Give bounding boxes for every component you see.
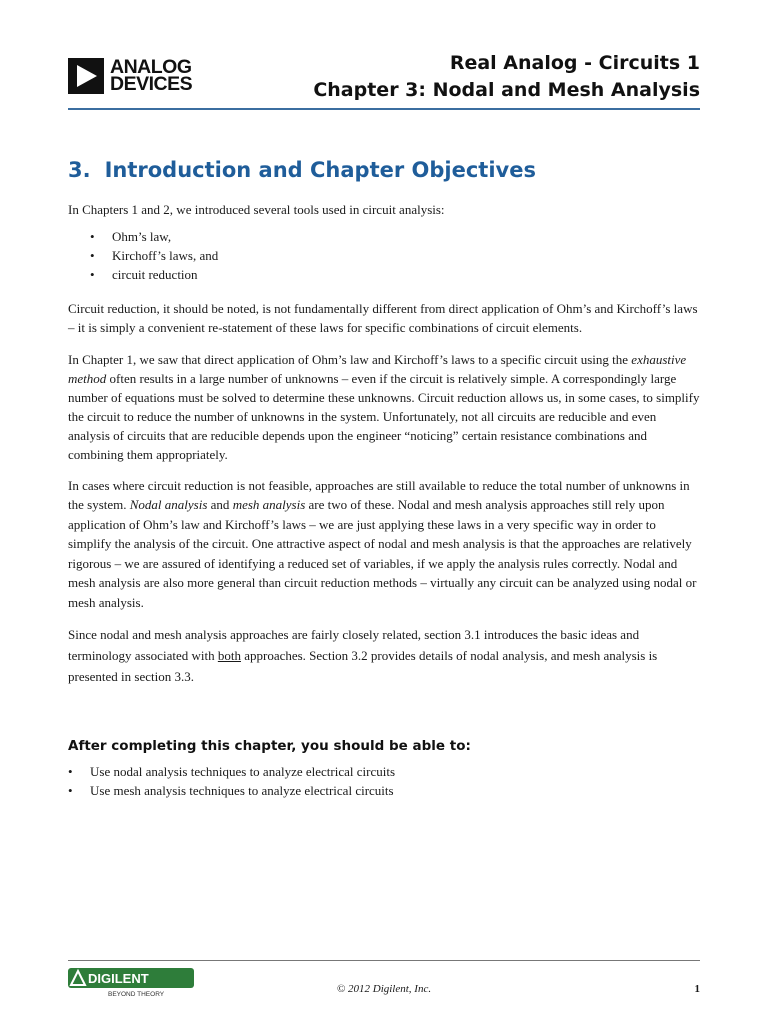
- tools-list: [90, 227, 700, 284]
- list-item: • circuit reduction: [90, 265, 700, 284]
- underline-both: both: [217, 647, 241, 663]
- page-header: [68, 44, 700, 110]
- page-number: 1: [694, 983, 700, 995]
- header-divider: [68, 108, 700, 110]
- chapter-title: Chapter 3: Nodal and Mesh Analysis: [313, 79, 700, 101]
- intro-paragraph: In Chapters 1 and 2, we introduced several tools used in circuit analysis:: [68, 202, 445, 217]
- paragraph-circuit-reduction: Circuit reduction, it should be noted, is not fundamentally different from direct application of Ohm’s and Kirchoff’s laws – it is simply a convenient re-statement of these laws for specific combinations of circuit elements.: [68, 300, 698, 335]
- paragraph-exhaustive-method: In Chapter 1, we saw that direct application of Ohm’s law and Kirchoff’s laws to a specific circuit using the exhaustive method often results in a large number of unknowns – even if the circuit is relatively simple. A correspondingly large number of equations must be solved to determine these unknowns. Circuit reduction allows us, in some cases, to simplify the circuit to reduce the number of unknowns in the system. Unfortunately, not all circuits are reducible and even analysis of circuits that are reducible depends upon the engineer “noticing” certain resistance combinations and combining them appropriately.: [68, 351, 700, 462]
- list-item: • Kirchoff’s laws, and: [90, 246, 700, 265]
- emphasis-mesh-analysis: mesh analysis: [232, 497, 306, 513]
- list-item: • Use nodal analysis techniques to analyze electrical circuits: [68, 762, 700, 781]
- copyright: © 2012 Digilent, Inc.: [336, 983, 432, 995]
- objectives-heading: After completing this chapter, you should be able to:: [68, 737, 471, 754]
- document-title: Real Analog - Circuits 1: [449, 52, 700, 74]
- list-item: • Use mesh analysis techniques to analyze electrical circuits: [68, 781, 700, 800]
- logo-line-1: ANALOG: [110, 56, 192, 78]
- section-number: 3.: [68, 158, 91, 182]
- paragraph-sections-overview: Since nodal and mesh analysis approaches are fairly closely related, section 3.1 introduces the basic ideas and terminology associated with both approaches. Section 3.2 provides details of nodal analysis, and mesh analysis is presented in section 3.3.: [68, 626, 658, 684]
- digilent-tagline: BEYOND THEORY: [108, 991, 165, 998]
- analog-devices-triangle-icon: [68, 58, 104, 94]
- section-title: Introduction and Chapter Objectives: [104, 158, 536, 182]
- footer-divider: [68, 960, 700, 961]
- list-item: • Ohm’s law,: [90, 227, 700, 246]
- paragraph-nodal-mesh: In cases where circuit reduction is not feasible, approaches are still available to reduce the total number of unknowns in the system. Nodal analysis and mesh analysis are two of these. Nodal and mesh analysis approaches still rely upon application of Ohm’s law and Kirchoff’s laws – we are just applying these laws in a very specific way in order to simplify the analysis of the circuit. One attractive aspect of nodal and mesh analysis is that the approaches are relatively rigorous – we are assured of identifying a reduced set of variables, if we apply the analysis rules correctly. Nodal and mesh analysis are also more general than circuit reduction methods – virtually any circuit can be analyzed using nodal or mesh analysis.: [68, 478, 697, 610]
- digilent-name: DIGILENT: [88, 971, 149, 986]
- emphasis-exhaustive-method: exhaustive method: [68, 351, 687, 386]
- section-heading: [68, 152, 700, 188]
- logo-line-2: DEVICES: [110, 73, 193, 95]
- analog-devices-logo: [68, 58, 192, 94]
- emphasis-nodal-analysis: Nodal analysis: [129, 497, 208, 513]
- page-body: [68, 152, 700, 800]
- objectives-list: [68, 762, 700, 800]
